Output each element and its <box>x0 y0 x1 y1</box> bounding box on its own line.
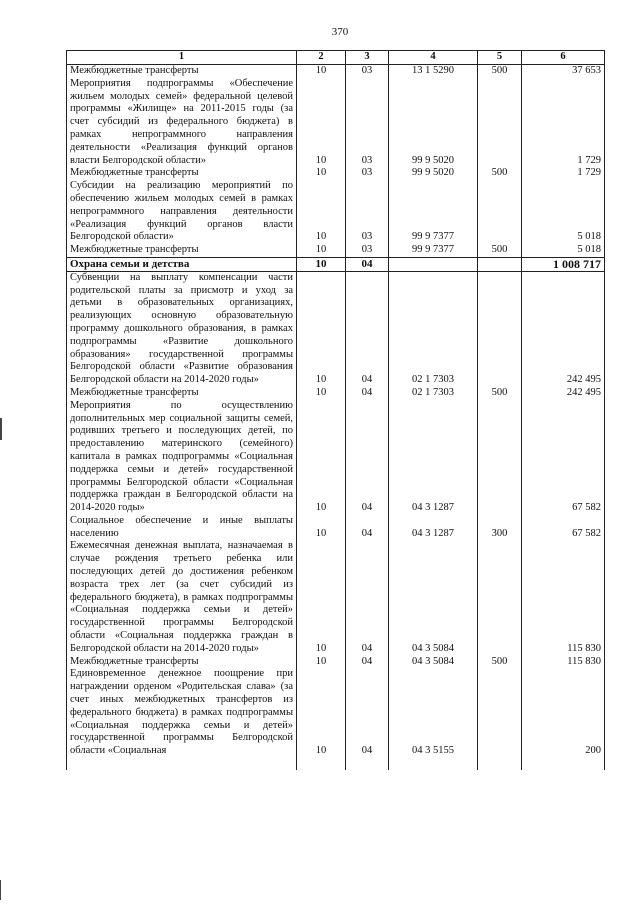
target-article-code: 99 9 7377 <box>389 180 478 244</box>
target-article-code: 99 9 7377 <box>389 244 478 257</box>
row-description: Единовременное денежное поощрение при награждении орденом «Родительская слава» (за счет иных межбюджетных трансфертов из федерального бюджета) в рамках подпрограммы «Социальная поддержка семьи и детей» государственной программы Белгородской области «Социальная <box>67 668 297 758</box>
amount-value: 1 729 <box>522 167 605 180</box>
section-code: 10 <box>297 656 346 669</box>
section-code: 10 <box>297 540 346 655</box>
subsection-code: 04 <box>346 271 389 387</box>
subsection-code: 04 <box>346 540 389 655</box>
amount-value: 242 495 <box>522 271 605 387</box>
row-description: Субсидии на реализацию мероприятий по обеспечению жильем молодых семей в рамках непрограммного направления деятельности «Реализация функций органов власти Белгородской области» <box>67 180 297 244</box>
section-code: 10 <box>297 400 346 515</box>
row-description: Межбюджетные трансферты <box>67 387 297 400</box>
table-row <box>67 400 605 515</box>
target-article-code: 04 3 1287 <box>389 515 478 541</box>
section-code: 10 <box>297 167 346 180</box>
target-article-code: 99 9 5020 <box>389 78 478 168</box>
page-number: 370 <box>331 26 349 38</box>
table-row <box>67 78 605 168</box>
subsection-code: 04 <box>346 257 389 271</box>
expense-type-code: 500 <box>478 167 522 180</box>
expense-type-code: 500 <box>478 387 522 400</box>
expense-type-code: 500 <box>478 244 522 257</box>
target-article-code: 99 9 5020 <box>389 167 478 180</box>
table-row <box>67 668 605 758</box>
expense-type-code: 300 <box>478 515 522 541</box>
section-code: 10 <box>297 271 346 387</box>
subsection-code: 04 <box>346 656 389 669</box>
column-header: 1 <box>67 51 297 65</box>
section-code: 10 <box>297 387 346 400</box>
subsection-code: 04 <box>346 400 389 515</box>
scan-edge-mark <box>0 418 2 440</box>
subsection-code: 04 <box>346 515 389 541</box>
expense-type-code <box>478 257 522 271</box>
subsection-code: 04 <box>346 668 389 758</box>
table-row <box>67 515 605 541</box>
expense-type-code <box>478 668 522 758</box>
header-row <box>67 51 605 65</box>
section-code: 10 <box>297 65 346 78</box>
amount-value: 115 830 <box>522 656 605 669</box>
section-code: 10 <box>297 244 346 257</box>
section-code: 10 <box>297 668 346 758</box>
row-description: Мероприятия подпрограммы «Обеспечение жильем молодых семей» федеральной целевой программы «Жилище» на 2011-2015 годы (за счет субсидий из федерального бюджета) в рамках непрограммного направления деятельности «Реализация функций органов власти Белгородской области» <box>67 78 297 168</box>
expense-type-code: 500 <box>478 65 522 78</box>
table-row <box>67 540 605 655</box>
subsection-code: 03 <box>346 78 389 168</box>
expense-type-code <box>478 271 522 387</box>
table-row <box>67 167 605 180</box>
table-row <box>67 387 605 400</box>
expense-type-code <box>478 78 522 168</box>
table-row <box>67 656 605 669</box>
amount-value: 37 653 <box>522 65 605 78</box>
target-article-code: 13 1 5290 <box>389 65 478 78</box>
amount-value: 67 582 <box>522 515 605 541</box>
amount-value: 242 495 <box>522 387 605 400</box>
column-header: 6 <box>522 51 605 65</box>
section-row <box>67 257 605 271</box>
table-continuation <box>67 758 605 770</box>
subsection-code: 03 <box>346 244 389 257</box>
amount-value: 5 018 <box>522 244 605 257</box>
row-description: Социальное обеспечение и иные выплаты населению <box>67 515 297 541</box>
expense-type-code <box>478 540 522 655</box>
table-row <box>67 180 605 244</box>
section-code: 10 <box>297 515 346 541</box>
column-header: 2 <box>297 51 346 65</box>
section-code: 10 <box>297 78 346 168</box>
amount-value: 1 008 717 <box>522 257 605 271</box>
target-article-code: 04 3 1287 <box>389 400 478 515</box>
target-article-code: 04 3 5084 <box>389 540 478 655</box>
table-row <box>67 244 605 257</box>
subsection-code: 03 <box>346 167 389 180</box>
column-header: 4 <box>389 51 478 65</box>
row-description: Мероприятия по осуществлению дополнительных мер социальной защиты семей, родивших третьего и последующих детей, по предоставлению материнского (семейного) капитала в рамках подпрограммы «Социальная поддержка семьи и детей» государственной программы Белгородской области «Социальная поддержка граждан в Белгородской области на 2014-2020 годы» <box>67 400 297 515</box>
budget-table <box>66 50 605 770</box>
target-article-code: 04 3 5155 <box>389 668 478 758</box>
target-article-code: 02 1 7303 <box>389 271 478 387</box>
row-description: Межбюджетные трансферты <box>67 656 297 669</box>
row-description: Ежемесячная денежная выплата, назначаемая в случае рождения третьего ребенка или последующих детей до достижения ребенком возраста трех лет (за счет субсидий из федерального бюджета), в рамках подпрограммы «Социальная поддержка семьи и детей» государственной программы Белгородской области «Социальная поддержка граждан в Белгородской области на 2014-2020 годы» <box>67 540 297 655</box>
column-header: 3 <box>346 51 389 65</box>
column-header: 5 <box>478 51 522 65</box>
table-row <box>67 65 605 78</box>
target-article-code: 02 1 7303 <box>389 387 478 400</box>
row-description: Субвенции на выплату компенсации части родительской платы за присмотр и уход за детьми в образовательных организациях, реализующих основную образовательную программу дошкольного образования, в рамках подпрограммы «Развитие дошкольного образования» государственной программы Белгородской области «Развитие образования Белгородской области на 2014-2020 годы» <box>67 271 297 387</box>
section-code: 10 <box>297 257 346 271</box>
expense-type-code <box>478 180 522 244</box>
scan-edge-mark <box>0 880 1 900</box>
expense-type-code <box>478 400 522 515</box>
amount-value: 200 <box>522 668 605 758</box>
row-description: Межбюджетные трансферты <box>67 244 297 257</box>
target-article-code <box>389 257 478 271</box>
row-description: Межбюджетные трансферты <box>67 167 297 180</box>
table-row <box>67 271 605 387</box>
amount-value: 67 582 <box>522 400 605 515</box>
subsection-code: 03 <box>346 180 389 244</box>
subsection-code: 03 <box>346 65 389 78</box>
section-code: 10 <box>297 180 346 244</box>
target-article-code: 04 3 5084 <box>389 656 478 669</box>
amount-value: 5 018 <box>522 180 605 244</box>
subsection-code: 04 <box>346 387 389 400</box>
amount-value: 115 830 <box>522 540 605 655</box>
amount-value: 1 729 <box>522 78 605 168</box>
row-description: Межбюджетные трансферты <box>67 65 297 78</box>
row-description: Охрана семьи и детства <box>67 257 297 271</box>
expense-type-code: 500 <box>478 656 522 669</box>
